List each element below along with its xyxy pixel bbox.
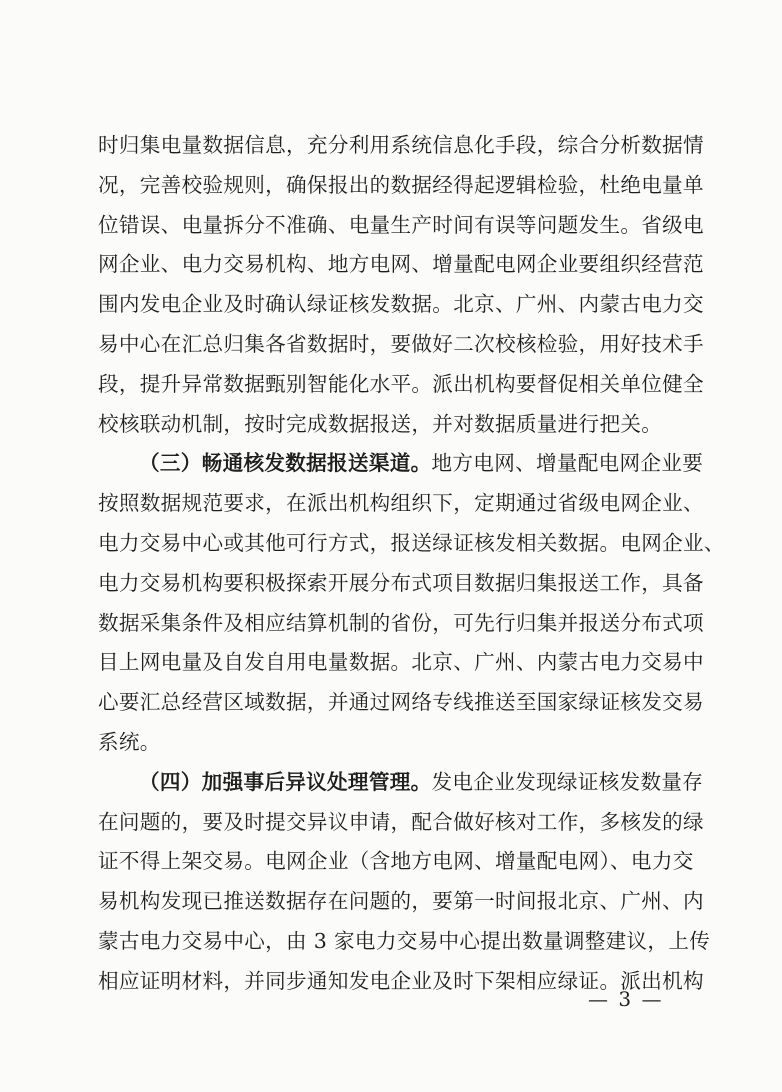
text-line: 易机构发现已推送数据存在问题的，要第一时间报北京、广州、内 xyxy=(98,889,704,914)
document-body xyxy=(98,126,725,1002)
text-line: 在问题的，要及时提交异议申请，配合做好核对工作，多核发的绿 xyxy=(98,809,704,834)
paragraph-1 xyxy=(98,126,704,444)
text-line: 围内发电企业及时确认绿证核发数据。北京、广州、内蒙古电力交 xyxy=(98,292,704,317)
text-line: 校核联动机制，按时完成数据报送，并对数据质量进行把关。 xyxy=(98,411,663,436)
text-line: 心要汇总经营区域数据，并通过网络专线推送至国家绿证核发交易 xyxy=(98,690,704,715)
text-line: 证不得上架交易。电网企业（含地方电网、增量配电网）、电力交 xyxy=(98,849,694,874)
section-heading: （四）加强事后异议处理管理。 xyxy=(139,769,432,794)
text-run: 发电企业发现绿证核发数量存 xyxy=(431,769,704,794)
text-line: 按照数据规范要求，在派出机构组织下，定期通过省级电网企业、 xyxy=(98,491,704,516)
text-line: 数据采集条件及相应结算机制的省份，可先行归集并报送分布式项 xyxy=(98,610,704,635)
text-line: 电力交易机构要积极探索开展分布式项目数据归集报送工作，具备 xyxy=(98,570,704,595)
text-line: 易中心在汇总归集各省数据时，要做好二次校核检验，用好技术手 xyxy=(98,331,704,356)
page-number: — 3 — xyxy=(588,987,664,1011)
text-line: 位错误、电量拆分不准确、电量生产时间有误等问题发生。省级电 xyxy=(98,212,704,237)
text-line: 时归集电量数据信息，充分利用系统信息化手段，综合分析数据情 xyxy=(98,133,704,157)
paragraph-first-line xyxy=(98,444,704,484)
paragraph-first-line xyxy=(98,763,704,803)
paragraph-2 xyxy=(98,444,725,762)
text-line: 段，提升异常数据甄别智能化水平。派出机构要督促相关单位健全 xyxy=(98,371,704,396)
paragraph-3 xyxy=(98,763,711,1002)
text-line: 况，完善校验规则，确保报出的数据经得起逻辑检验，杜绝电量单 xyxy=(98,172,704,197)
section-heading: （三）畅通核发数据报送渠道。 xyxy=(139,451,432,476)
text-line: 系统。 xyxy=(98,729,161,754)
text-line: 相应证明材料，并同步通知发电企业及时下架相应绿证。派出机构 xyxy=(98,968,704,993)
text-line: 目上网电量及自发自用电量数据。北京、广州、内蒙古电力交易中 xyxy=(98,650,704,675)
text-line: 蒙古电力交易中心，由 3 家电力交易中心提出数量调整建议，上传 xyxy=(98,928,711,953)
text-line: 电力交易中心或其他可行方式，报送绿证核发相关数据。电网企业、 xyxy=(98,530,725,555)
text-run: 地方电网、增量配电网企业要 xyxy=(431,451,704,476)
text-line: 网企业、电力交易机构、地方电网、增量配电网企业要组织经营范 xyxy=(98,252,704,277)
